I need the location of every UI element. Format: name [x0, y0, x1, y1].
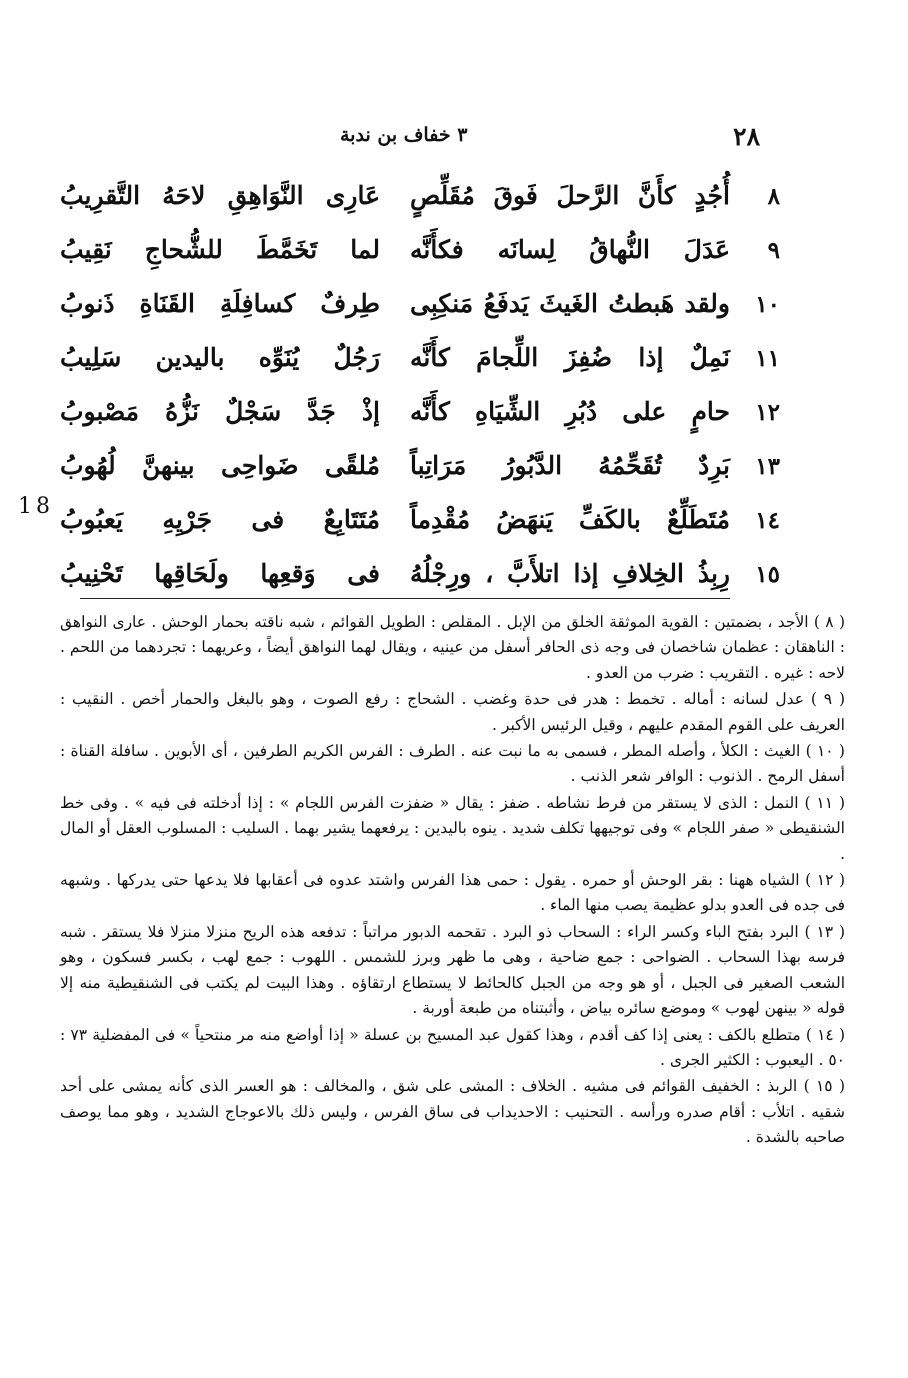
- verse-10: [60, 283, 780, 337]
- footnote-10: ( ١٠ ) الغيث : الكلأ ، وأصله المطر ، فسمى به ما نبت عنه . الطرف : الفرس الكريم الطرفين ، أى الأبوين . سافلة القناة : أسفل الرمح . الذنوب : الوافر شعر الذنب .: [60, 742, 845, 786]
- verse-number: ١٣: [755, 453, 780, 480]
- footnotes: [60, 610, 845, 1152]
- footnote-8: ( ٨ ) الأجد ، بضمتين : القوية الموثقة الخلق من الإبل . المقلص : الطويل القوائم ، شبه ناقته بحمار الوحش . عارى النواهق : الناهقان : عظمان شاخصان فى وجه ذى الحافر أسفل من عينيه ، ويقال لهما النواهق أيضاً ، وعريهما : تجردهما من اللحم . لاحه : غيره . التقريب : ضرب من العدو .: [60, 613, 845, 682]
- verse-14: [60, 499, 780, 553]
- verse-first-hemistich: رِبِذُ الخِلافِ إذا اتلأَبَّ ، ورِجْلُهُ: [410, 559, 730, 588]
- verse-first-hemistich: مُتَطَلِّعٌ بالكَفِّ يَنهَضُ مُقْدِماً: [410, 505, 730, 534]
- verse-first-hemistich: حامٍ على دُبُرِ الشِّيَاهِ كأَنَّه: [410, 397, 730, 426]
- verse-number: ١١: [755, 345, 780, 372]
- verse-second-hemistich: مُتَتَابِعٌ فى جَرْيِهِ يَعبُوبُ: [60, 505, 380, 534]
- verse-number: ١٤: [755, 507, 780, 534]
- page-header: [60, 122, 848, 162]
- verse-number: ١٠: [755, 291, 780, 318]
- verse-second-hemistich: لما تَخَمَّطَ للشُّحاجِ نَقِيبُ: [60, 235, 380, 264]
- verse-12: [60, 391, 780, 445]
- verse-13: [60, 445, 780, 499]
- running-title: ٣ خفاف بن ندبة: [340, 124, 468, 146]
- verse-first-hemistich: بَرِدٌ تُقَحِّمُهُ الدَّبُورُ مَرَاتِباً: [410, 451, 730, 480]
- verse-8: [60, 175, 780, 229]
- footnote-divider: [80, 598, 730, 599]
- footnote-13: ( ١٣ ) البرد بفتح الباء وكسر الراء : السحاب ذو البرد . تقحمه الدبور مراتباً : تدفعه هذه الريح منزلا منزلا فلا يستقر . شبه فرسه بهذا السحاب . الضواحى : جمع ضاحية ، وهى ما ظهر وبرز للشمس . اللهوب : جمع لهب ، بكسر فسكون ، وهو الشعب الصغير فى الجبل ، أو هو وجه من الجبل كالحائط لا يستطاع ارتقاؤه . وهذا البيت لم يكتب فى الشنقيطية منه إلا قوله « بينهن لهوب » وموضع سائره بياض ، وأثبتناه من طبعة أوربة .: [60, 922, 845, 1018]
- verse-11: [60, 337, 780, 391]
- verse-second-hemistich: عَارِى النَّوَاهِقِ لاحَهُ التَّقرِيبُ: [60, 181, 380, 210]
- footnote-12: ( ١٢ ) الشياه ههنا : بقر الوحش أو حمره . يقول : حمى هذا الفرس واشتد عدوه فى أعقابها فلا يدعها حتى يدركها . وشبهه فى جده فى العدو بدلو عظيمة يصب منها الماء .: [60, 871, 845, 915]
- footnote-9: ( ٩ ) عدل لسانه : أماله . تخمط : هدر فى حدة وغضب . الشحاج : رفع الصوت ، وهو بالبغل والحمار أخص . النقيب : العريف على القوم المقدم عليهم ، وقيل الرئيس الأكبر .: [60, 690, 845, 734]
- verse-number: ١٢: [755, 399, 780, 426]
- footnote-11: ( ١١ ) النمل : الذى لا يستقر من فرط نشاطه . ضفز : يقال « ضفزت الفرس اللجام » : إذا أدخلته فى فيه » . وفى خط الشنقيطى « صفر اللجام » وفى توجيهها تكلف شديد . ينوه باليدين : يرفعهما يشير بهما . السليب : المسلوب العقل أو المال .: [60, 793, 845, 863]
- footnote-14: ( ١٤ ) متطلع بالكف : يعنى إذا كف أقدم ، وهذا كقول عبد المسيح بن عسلة « إذا أواضع منه مر منتحياً » فى المفضلية ٧٣ : ٥٠ . اليعبوب : الكثير الجرى .: [60, 1025, 845, 1069]
- verse-number: ١٥: [755, 561, 780, 588]
- poem-verses: [60, 175, 780, 607]
- verse-second-hemistich: طِرفٌ كسافِلَةِ القَنَاةِ ذَنوبُ: [60, 289, 380, 318]
- verse-second-hemistich: رَجُلٌ يُنَوِّه باليدين سَلِيبُ: [60, 343, 380, 372]
- page-number: ٢٨: [733, 122, 760, 151]
- margin-number: 18: [18, 494, 54, 519]
- footnote-15: ( ١٥ ) الربذ : الخفيف القوائم فى مشيه . الخلاف : المشى على شق ، والمخالف : هو العسر الذى كأنه يمشى على أحد شقيه . اتلأب : أقام صدره ورأسه . التحنيب : الاحديداب فى ساق الفرس ، وليس ذلك بالاعوجاج الشديد ، وهو مما يوصف صاحبه بالشدة .: [60, 1077, 845, 1147]
- verse-number: ٨: [767, 183, 780, 210]
- verse-second-hemistich: فى وَقعِها ولَحَاقِها تَحْنِيبُ: [60, 559, 380, 588]
- verse-number: ٩: [767, 237, 780, 264]
- verse-first-hemistich: ولقد هَبطتُ الغَيثَ يَدفَعُ مَنكِبِى: [410, 289, 730, 318]
- verse-first-hemistich: عَدَلَ النُّهاقُ لِسانَه فكأَنَّه: [410, 235, 730, 264]
- verse-9: [60, 229, 780, 283]
- verse-first-hemistich: نَمِلٌ إذا ضُفِزَ اللِّجامَ كأَنَّه: [410, 343, 730, 372]
- verse-second-hemistich: إذْ جَدَّ سَجْلٌ نَزُّهُ مَصْبوبُ: [60, 397, 380, 426]
- verse-second-hemistich: مُلقًى ضَواحِى بينهنَّ لُهُوبُ: [60, 451, 380, 480]
- verse-first-hemistich: أُجُدٍ كأَنَّ الرَّحلَ فَوقَ مُقَلِّصٍ: [410, 181, 730, 210]
